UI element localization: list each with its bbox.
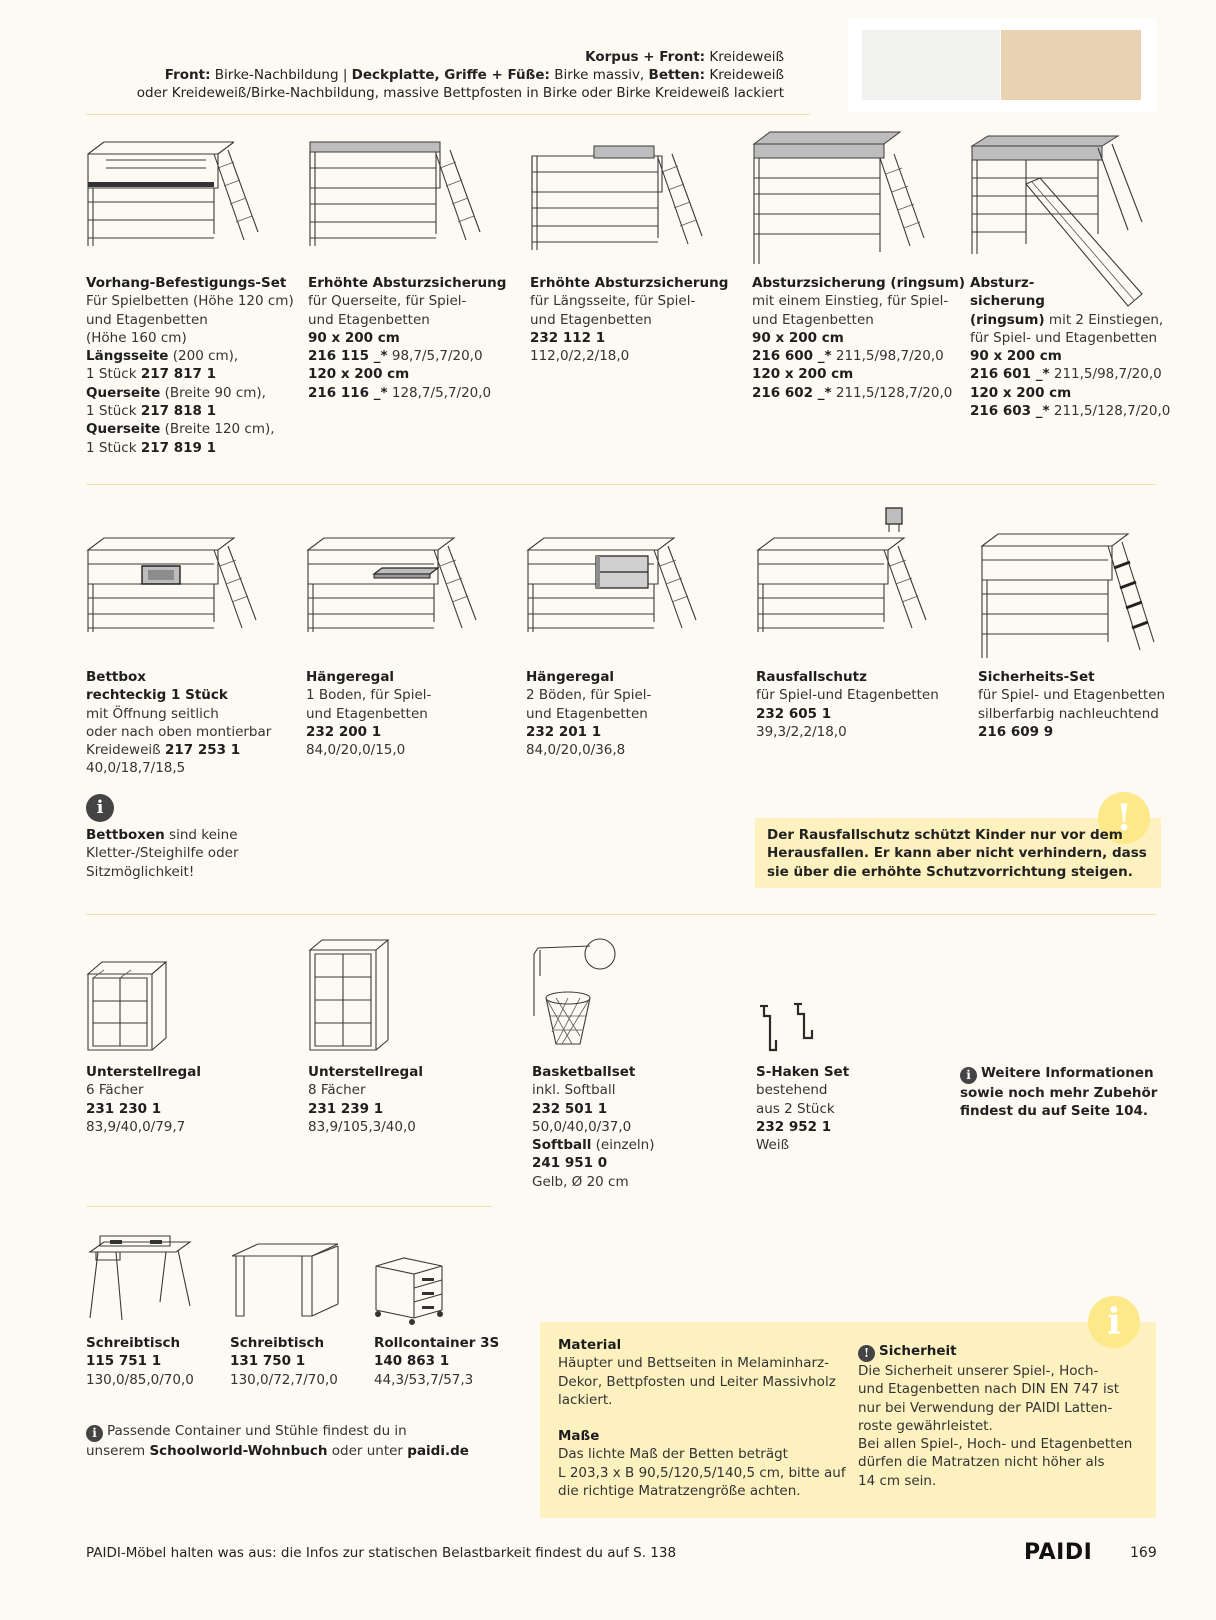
item-sicherheits-set: Sicherheits-Set für Spiel- und Etagenbetten silberfarbig nachleuchtend 216 609 9 [978, 669, 1166, 740]
bettbox-figure [86, 536, 264, 636]
info-icon: i [86, 1425, 103, 1442]
haengeregal-2-figure [526, 536, 704, 636]
guard-all-around-figure [752, 130, 930, 268]
item-curtain-set: Vorhang-Befestigungs-Set Für Spielbetten (Höhe 120 cm) und Etagenbetten (Höhe 160 cm) Längsseite (200 cm), 1 Stück 217 817 1 Querseite (Breite 90 cm), 1 Stück 217 818 1 Querseite (Breite 120 cm), 1 Stück 217 819 1 [86, 275, 294, 456]
paidi-logo: PAIDI [1024, 1540, 1093, 1565]
item-haengeregal-2: Hängeregal 2 Böden, für Spiel- und Etagenbetten 232 201 1 84,0/20,0/36,8 [526, 669, 652, 759]
item-rollcontainer: Rollcontainer 3S 140 863 1 44,3/53,7/57,3 [374, 1335, 500, 1388]
bed-curtain-set-figure [86, 140, 264, 252]
raised-guard-long-figure [530, 144, 708, 256]
material-header: Korpus + Front: Kreideweiß Front: Birke-Nachbildung | Deckplatte, Griffe + Füße: Birke massiv, Betten: Kreideweiß oder Kreideweiß/Birke-Nachbildung, massive Bettpfosten in Birke oder Birke Kreideweiß lackiert [136, 49, 784, 101]
divider [86, 1206, 492, 1207]
item-basketball-set: Basketballset inkl. Softball 232 501 1 50,0/40,0/37,0 Softball (einzeln) 241 951 0 Gelb, Ø 20 cm [532, 1064, 655, 1190]
material-column: Material Häupter und Bettseiten in Melaminharz- Dekor, Bettpfosten und Leiter Massivholz lackiert. Maße Das lichte Maß der Betten beträgt L 203,3 x B 90,5/120,5/140,5 cm, bitte auf die richtige Matratzengröße achten. [558, 1337, 846, 1500]
warning-text: Der Rausfallschutz schützt Kinder nur vor dem Herausfallen. Er kann aber nicht verhindern, dass sie über die erhöhte Schutzvorrichtung steigen. [767, 827, 1147, 880]
item-rausfallschutz: Rausfallschutz für Spiel-und Etagenbetten 232 605 1 39,3/2,2/18,0 [756, 669, 939, 740]
item-shelf-6: Unterstellregal 6 Fächer 231 230 1 83,9/40,0/79,7 [86, 1064, 201, 1135]
page-number: 169 [1130, 1545, 1157, 1561]
shelf-6-figure [86, 960, 168, 1052]
haengeregal-1-figure [306, 536, 484, 636]
swatch-birke [1001, 30, 1141, 100]
item-bettbox: Bettbox rechteckig 1 Stück mit Öffnung seitlich oder nach oben montierbar Kreideweiß 217 253 1 40,0/18,7/18,5 [86, 669, 272, 777]
item-haengeregal-1: Hängeregal 1 Boden, für Spiel- und Etagenbetten 232 200 1 84,0/20,0/15,0 [306, 669, 432, 759]
item-shelf-8: Unterstellregal 8 Fächer 231 239 1 83,9/105,3/40,0 [308, 1064, 423, 1135]
divider [86, 484, 1156, 485]
raised-guard-cross-figure [308, 140, 486, 252]
swatch-kreideweiss [862, 30, 1000, 100]
item-desk-2: Schreibtisch 131 750 1 130,0/72,7/70,0 [230, 1335, 338, 1388]
item-desk-1: Schreibtisch 115 751 1 130,0/85,0/70,0 [86, 1335, 194, 1388]
info-icon: i [86, 794, 114, 822]
shelf-8-figure [308, 938, 390, 1052]
exclamation-icon: ! [858, 1345, 875, 1362]
basketball-set-figure [532, 936, 618, 1052]
info-bettbox-note: Bettboxen sind keine Kletter-/Steighilfe oder Sitzmöglichkeit! [86, 827, 239, 880]
item-raised-guard-long: Erhöhte Absturzsicherung für Längsseite, für Spiel- und Etagenbetten 232 112 1 112,0/2,2/18,0 [530, 275, 729, 365]
warning-icon: ! [1098, 792, 1150, 844]
item-s-hook-set: S-Haken Set bestehend aus 2 Stück 232 952 1 Weiß [756, 1064, 850, 1154]
rausfallschutz-figure [756, 506, 934, 636]
info-more-accessories: i Weitere Informationen sowie noch mehr Zubehör findest du auf Seite 104. [960, 1065, 1158, 1120]
info-container-note: i Passende Container und Stühle findest du in unserem Schoolworld-Wohnbuch oder unter paidi.de [86, 1423, 469, 1459]
desk-1-figure [86, 1234, 194, 1324]
safety-column: ! Sicherheit Die Sicherheit unserer Spiel-, Hoch- und Etagenbetten nach DIN EN 747 ist nur bei Verwendung der PAIDI Latten- roste gewährleistet. Bei allen Spiel-, Hoch- und Etagenbetten dürfen die Matratzen nicht höher als 14 cm sein. [858, 1343, 1133, 1489]
s-hook-figure [756, 1002, 816, 1054]
divider [86, 114, 810, 115]
desk-2-figure [230, 1242, 340, 1318]
info-icon: i [1088, 1296, 1140, 1348]
info-icon: i [960, 1067, 977, 1084]
item-guard-all-around: Absturzsicherung (ringsum) mit einem Einstieg, für Spiel- und Etagenbetten 90 x 200 cm 216 600 _* 211,5/98,7/20,0 120 x 200 cm 216 602 _* 211,5/128,7/20,0 [752, 275, 966, 401]
item-raised-guard-cross: Erhöhte Absturzsicherung für Querseite, für Spiel- und Etagenbetten 90 x 200 cm 216 115 _* 98,7/5,7/20,0 120 x 200 cm 216 116 _* 128,7/5,7/20,0 [308, 275, 507, 401]
footer-note: PAIDI-Möbel halten was aus: die Infos zur statischen Belastbarkeit findest du auf S. 138 [86, 1545, 677, 1561]
rollcontainer-figure [374, 1256, 446, 1324]
divider [86, 914, 1156, 915]
sicherheits-set-figure [980, 532, 1158, 662]
item-guard-all-around-2: Absturz- sicherung (ringsum) mit 2 Einstiegen, für Spiel- und Etagenbetten 90 x 200 cm 216 601 _* 211,5/98,7/20,0 120 x 200 cm 216 603 _* 211,5/128,7/20,0 [970, 275, 1171, 420]
